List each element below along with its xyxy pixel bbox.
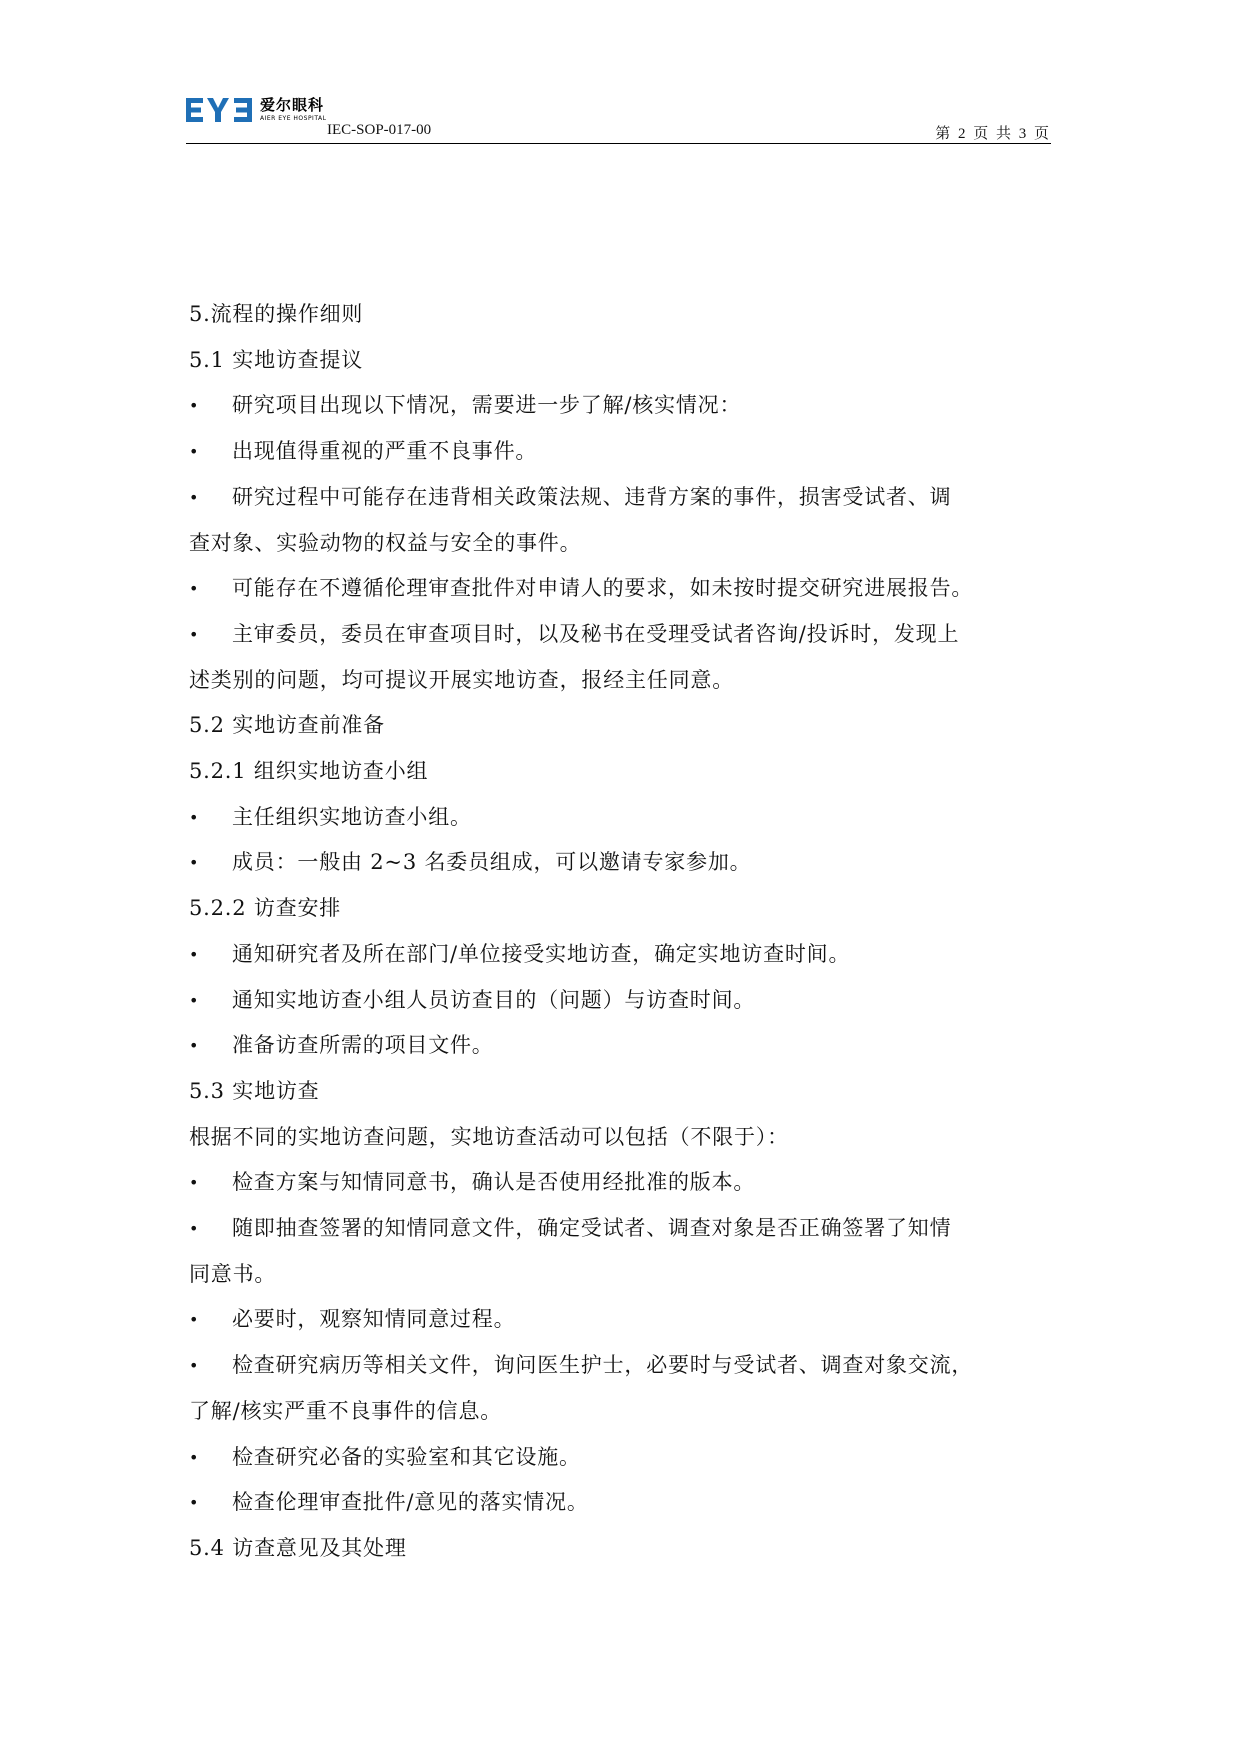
paragraph-line xyxy=(189,521,1069,567)
line-text: 检查研究病历等相关文件，询问医生护士，必要时与受试者、调查对象交流， xyxy=(232,1353,974,1378)
section-heading xyxy=(189,292,1069,338)
bullet-item xyxy=(189,840,1069,886)
paragraph-line xyxy=(189,1389,1069,1435)
page-header xyxy=(186,82,1051,144)
line-text: 通知研究者及所在部门/单位接受实地访查，确定实地访查时间。 xyxy=(232,941,851,966)
section-heading xyxy=(189,1526,1069,1572)
bullet-icon: • xyxy=(189,396,200,416)
line-text: 5.1 实地访查提议 xyxy=(189,347,364,372)
line-text: 随即抽查签署的知情同意文件，确定受试者、调查对象是否正确签署了知情 xyxy=(232,1216,952,1241)
bullet-icon: • xyxy=(189,1173,200,1193)
line-text: 5.2.1 组织实地访查小组 xyxy=(189,759,429,784)
eye-logo-icon xyxy=(186,94,252,126)
line-text: 检查方案与知情同意书，确认是否使用经批准的版本。 xyxy=(232,1170,756,1195)
bullet-icon: • xyxy=(189,442,200,462)
section-heading xyxy=(189,886,1069,932)
logo-chinese-name: 爱尔眼科 xyxy=(260,96,325,114)
hospital-logo xyxy=(186,90,326,130)
line-text: 同意书。 xyxy=(189,1261,277,1286)
bullet-icon: • xyxy=(189,990,200,1010)
bullet-item xyxy=(189,1297,1069,1343)
bullet-icon: • xyxy=(189,624,200,644)
bullet-icon: • xyxy=(189,1219,200,1239)
bullet-item xyxy=(189,1435,1069,1481)
bullet-item xyxy=(189,978,1069,1024)
document-code: IEC-SOP-017-00 xyxy=(327,122,432,138)
page-number: 第 2 页 共 3 页 xyxy=(935,126,1051,142)
section-heading xyxy=(189,703,1069,749)
bullet-item xyxy=(189,566,1069,612)
bullet-item xyxy=(189,383,1069,429)
line-text: 根据不同的实地访查问题，实地访查活动可以包括（不限于）： xyxy=(189,1124,789,1149)
header-divider xyxy=(186,143,1051,144)
bullet-item xyxy=(189,1206,1069,1252)
section-heading xyxy=(189,749,1069,795)
bullet-icon: • xyxy=(189,1036,200,1056)
bullet-item xyxy=(189,1480,1069,1526)
bullet-item xyxy=(189,1160,1069,1206)
line-text: 研究项目出现以下情况，需要进一步了解/核实情况： xyxy=(232,393,742,418)
logo-english-name: AIER EYE HOSPITAL xyxy=(260,115,327,122)
bullet-item xyxy=(189,1343,1069,1389)
section-heading xyxy=(189,1069,1069,1115)
bullet-icon: • xyxy=(189,807,200,827)
bullet-icon: • xyxy=(189,1447,200,1467)
paragraph-line xyxy=(189,1252,1069,1298)
section-heading xyxy=(189,338,1069,384)
line-text: 5.流程的操作细则 xyxy=(189,302,364,326)
line-text: 通知实地访查小组人员访查目的（问题）与访查时间。 xyxy=(232,987,756,1012)
line-text: 出现值得重视的严重不良事件。 xyxy=(232,439,538,464)
line-text: 5.4 访查意见及其处理 xyxy=(189,1535,407,1560)
bullet-icon: • xyxy=(189,1493,200,1513)
bullet-item xyxy=(189,1023,1069,1069)
bullet-icon: • xyxy=(189,853,200,873)
line-text: 检查研究必备的实验室和其它设施。 xyxy=(232,1444,581,1469)
document-body xyxy=(189,292,1069,1572)
line-text: 5.3 实地访查 xyxy=(189,1078,320,1103)
line-text: 准备访查所需的项目文件。 xyxy=(232,1033,494,1058)
bullet-item xyxy=(189,429,1069,475)
bullet-item xyxy=(189,475,1069,521)
line-text: 可能存在不遵循伦理审查批件对申请人的要求，如未按时提交研究进展报告。 xyxy=(232,576,974,601)
line-text: 成员：一般由 2~3 名委员组成，可以邀请专家参加。 xyxy=(232,850,752,875)
bullet-icon: • xyxy=(189,1356,200,1376)
paragraph-line xyxy=(189,658,1069,704)
bullet-icon: • xyxy=(189,487,200,507)
paragraph-line xyxy=(189,1115,1069,1161)
line-text: 必要时，观察知情同意过程。 xyxy=(232,1307,516,1332)
bullet-item xyxy=(189,612,1069,658)
line-text: 检查伦理审查批件/意见的落实情况。 xyxy=(232,1490,589,1515)
line-text: 5.2.2 访查安排 xyxy=(189,896,342,921)
line-text: 述类别的问题，均可提议开展实地访查，报经主任同意。 xyxy=(189,667,734,692)
line-text: 查对象、实验动物的权益与安全的事件。 xyxy=(189,530,582,555)
line-text: 主审委员，委员在审查项目时，以及秘书在受理受试者咨询/投诉时，发现上 xyxy=(232,621,960,646)
line-text: 研究过程中可能存在违背相关政策法规、违背方案的事件，损害受试者、调 xyxy=(232,484,952,509)
bullet-icon: • xyxy=(189,579,200,599)
bullet-icon: • xyxy=(189,1310,200,1330)
line-text: 5.2 实地访查前准备 xyxy=(189,713,385,738)
bullet-icon: • xyxy=(189,944,200,964)
line-text: 主任组织实地访查小组。 xyxy=(232,804,472,829)
bullet-item xyxy=(189,932,1069,978)
line-text: 了解/核实严重不良事件的信息。 xyxy=(189,1398,503,1423)
bullet-item xyxy=(189,795,1069,841)
